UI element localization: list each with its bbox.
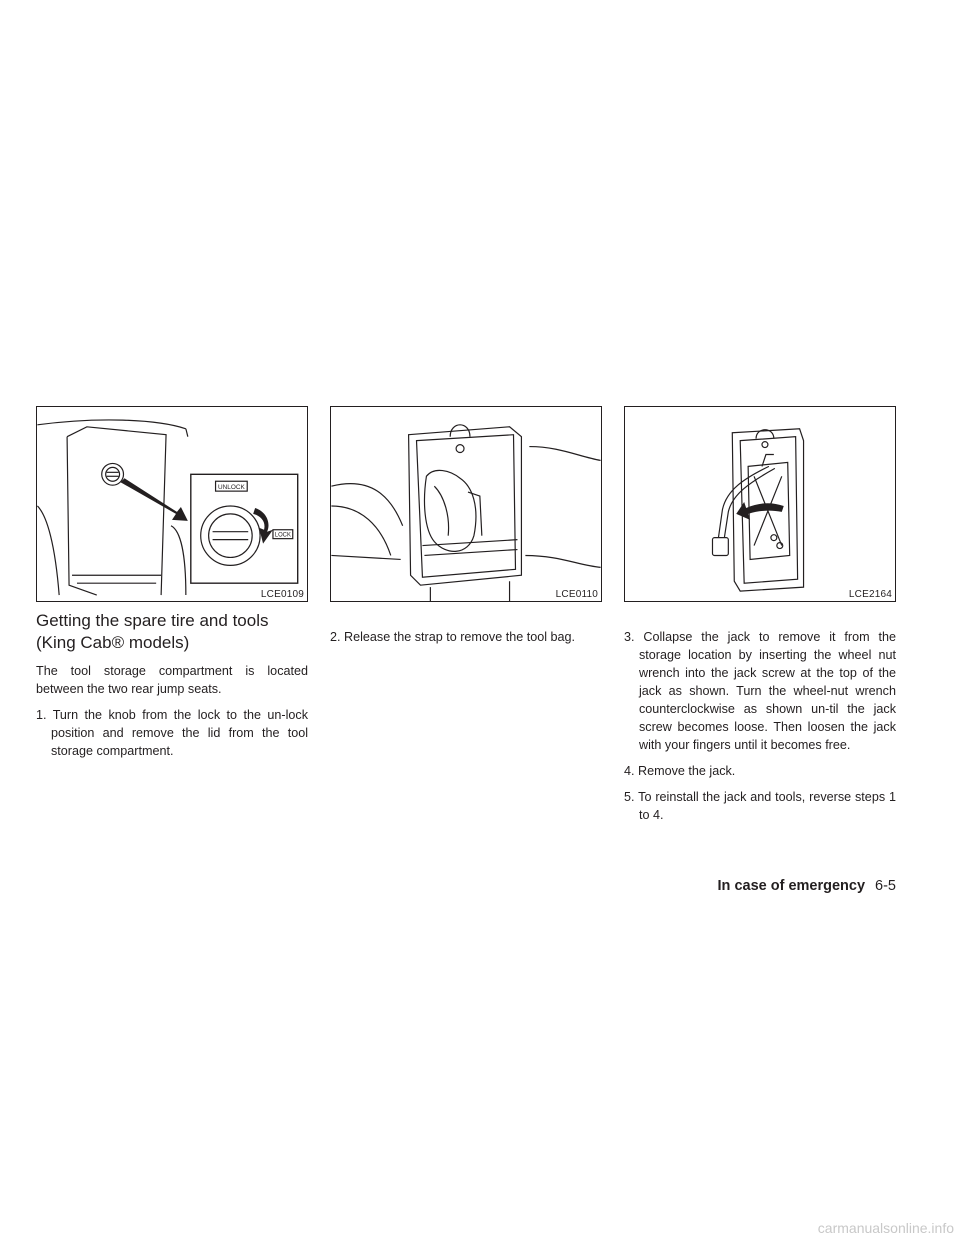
illustration-knob-unlock — [37, 407, 307, 601]
illustration-tool-bag — [331, 407, 601, 601]
heading-line-1: Getting the spare tire and tools — [36, 611, 269, 630]
heading-line-2: (King Cab® models) — [36, 633, 190, 652]
unlock-label: UNLOCK — [218, 484, 245, 492]
illustration-jack-removal — [625, 407, 895, 601]
figure-code: LCE0109 — [260, 589, 304, 600]
figure-code: LCE2164 — [848, 589, 892, 600]
step-2: 2. Release the strap to remove the tool bag. — [330, 630, 576, 644]
lock-label: LOCK — [274, 532, 291, 539]
figure-lce0109 — [36, 406, 308, 602]
column-3 — [624, 628, 896, 832]
step-3: 3. Collapse the jack to remove it from the storage location by inserting the wheel nut wrench into the jack screw at the top of the jack as shown. Turn the wheel-nut wrench counterclockwise as shown un-til the jack screw becomes loose. Then loosen the jack with your fingers until it becomes free. — [624, 630, 896, 752]
figure-lce0110 — [330, 406, 602, 602]
step-5: 5. To reinstall the jack and tools, reverse steps 1 to 4. — [624, 790, 896, 822]
step-4: 4. Remove the jack. — [624, 764, 736, 778]
page-footer — [718, 878, 896, 894]
footer-section-name: In case of emergency — [717, 878, 866, 894]
column-2 — [330, 628, 602, 654]
page-number: 6-5 — [875, 878, 896, 894]
intro-paragraph: The tool storage compartment is located between the two rear jump seats. — [36, 664, 308, 696]
figure-lce2164 — [624, 406, 896, 602]
column-1 — [36, 610, 308, 768]
watermark-text: carmanualsonline.info — [817, 1220, 954, 1236]
section-heading — [36, 610, 308, 654]
figure-code: LCE0110 — [555, 589, 598, 600]
step-1: 1. Turn the knob from the lock to the un-lock position and remove the lid from the tool storage compartment. — [36, 708, 308, 758]
